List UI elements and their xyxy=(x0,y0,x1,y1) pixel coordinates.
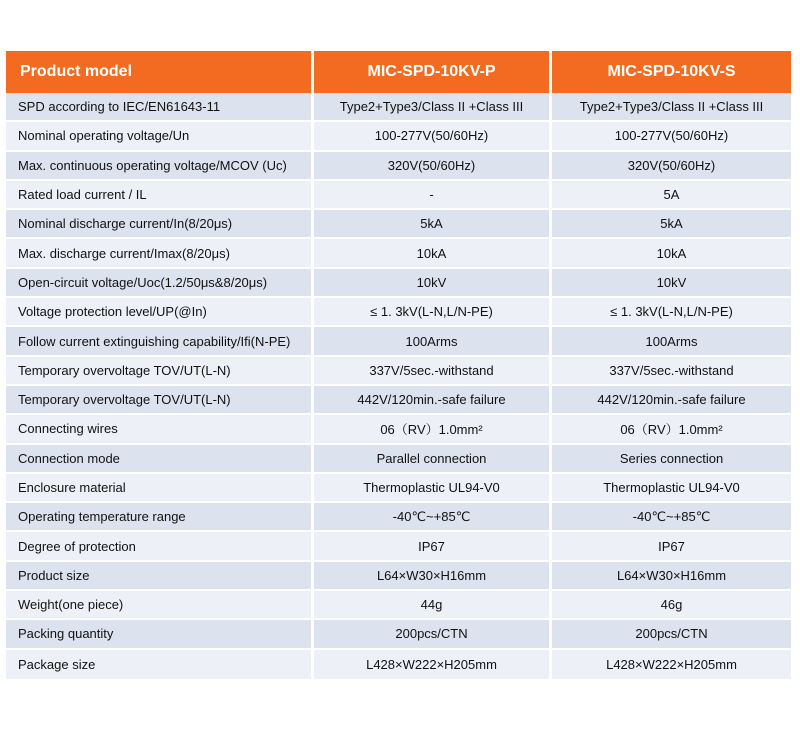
value-p: -40℃~+85℃ xyxy=(314,503,552,532)
value-s: 46g xyxy=(552,591,791,620)
value-p: Thermoplastic UL94-V0 xyxy=(314,474,552,503)
table-row xyxy=(6,298,791,327)
value-p: 10kA xyxy=(314,239,552,268)
value-p: 44g xyxy=(314,591,552,620)
row-label: Max. discharge current/Imax(8/20μs) xyxy=(6,239,314,268)
table-row xyxy=(6,386,791,415)
spec-table xyxy=(6,51,791,679)
row-label: Connection mode xyxy=(6,445,314,474)
value-p: 100-277V(50/60Hz) xyxy=(314,122,552,151)
table-row xyxy=(6,415,791,444)
value-p: 06（RV）1.0mm² xyxy=(314,415,552,444)
table-row xyxy=(6,620,791,649)
value-s: IP67 xyxy=(552,532,791,561)
table-row xyxy=(6,239,791,268)
table-row xyxy=(6,93,791,122)
table-row xyxy=(6,269,791,298)
table-row xyxy=(6,474,791,503)
value-s: 320V(50/60Hz) xyxy=(552,152,791,181)
value-s: L64×W30×H16mm xyxy=(552,562,791,591)
row-label: Package size xyxy=(6,650,314,679)
header-product-model: Product model xyxy=(6,51,314,93)
value-s: Series connection xyxy=(552,445,791,474)
value-p: L64×W30×H16mm xyxy=(314,562,552,591)
table-row xyxy=(6,152,791,181)
value-p: 200pcs/CTN xyxy=(314,620,552,649)
value-s: 442V/120min.-safe failure xyxy=(552,386,791,415)
value-p: 10kV xyxy=(314,269,552,298)
table-row xyxy=(6,532,791,561)
value-p: ≤ 1. 3kV(L-N,L/N-PE) xyxy=(314,298,552,327)
value-s: 337V/5sec.-withstand xyxy=(552,357,791,386)
value-s: 200pcs/CTN xyxy=(552,620,791,649)
value-s: 5A xyxy=(552,181,791,210)
table-row xyxy=(6,181,791,210)
row-label: Rated load current / IL xyxy=(6,181,314,210)
value-p: 442V/120min.-safe failure xyxy=(314,386,552,415)
value-s: Thermoplastic UL94-V0 xyxy=(552,474,791,503)
row-label: Packing quantity xyxy=(6,620,314,649)
row-label: Enclosure material xyxy=(6,474,314,503)
table-row xyxy=(6,122,791,151)
header-row xyxy=(6,51,791,93)
value-p: Parallel connection xyxy=(314,445,552,474)
table-row xyxy=(6,327,791,356)
value-p: 100Arms xyxy=(314,327,552,356)
table-row xyxy=(6,562,791,591)
row-label: Weight(one piece) xyxy=(6,591,314,620)
table-row xyxy=(6,591,791,620)
table-row xyxy=(6,357,791,386)
value-s: 100-277V(50/60Hz) xyxy=(552,122,791,151)
value-p: - xyxy=(314,181,552,210)
value-s: Type2+Type3/Class II +Class III xyxy=(552,93,791,122)
table-row xyxy=(6,650,791,679)
value-s: 10kV xyxy=(552,269,791,298)
row-label: Max. continuous operating voltage/MCOV (Uc) xyxy=(6,152,314,181)
row-label: Connecting wires xyxy=(6,415,314,444)
row-label: Nominal operating voltage/Un xyxy=(6,122,314,151)
table-row xyxy=(6,503,791,532)
row-label: Operating temperature range xyxy=(6,503,314,532)
row-label: Temporary overvoltage TOV/UT(L-N) xyxy=(6,357,314,386)
table-row xyxy=(6,210,791,239)
row-label: Open-circuit voltage/Uoc(1.2/50μs&8/20μs) xyxy=(6,269,314,298)
row-label: Nominal discharge current/In(8/20μs) xyxy=(6,210,314,239)
value-s: ≤ 1. 3kV(L-N,L/N-PE) xyxy=(552,298,791,327)
value-s: 5kA xyxy=(552,210,791,239)
row-label: SPD according to IEC/EN61643-11 xyxy=(6,93,314,122)
value-s: -40℃~+85℃ xyxy=(552,503,791,532)
value-p: L428×W222×H205mm xyxy=(314,650,552,679)
header-model-s: MIC-SPD-10KV-S xyxy=(552,51,791,93)
value-s: 10kA xyxy=(552,239,791,268)
row-label: Degree of protection xyxy=(6,532,314,561)
row-label: Voltage protection level/UP(@In) xyxy=(6,298,314,327)
value-s: 100Arms xyxy=(552,327,791,356)
table-row xyxy=(6,445,791,474)
value-p: 337V/5sec.-withstand xyxy=(314,357,552,386)
value-p: IP67 xyxy=(314,532,552,561)
row-label: Product size xyxy=(6,562,314,591)
row-label: Temporary overvoltage TOV/UT(L-N) xyxy=(6,386,314,415)
row-label: Follow current extinguishing capability/Ifi(N-PE) xyxy=(6,327,314,356)
value-s: 06（RV）1.0mm² xyxy=(552,415,791,444)
value-p: 320V(50/60Hz) xyxy=(314,152,552,181)
value-s: L428×W222×H205mm xyxy=(552,650,791,679)
value-p: 5kA xyxy=(314,210,552,239)
value-p: Type2+Type3/Class II +Class III xyxy=(314,93,552,122)
header-model-p: MIC-SPD-10KV-P xyxy=(314,51,552,93)
